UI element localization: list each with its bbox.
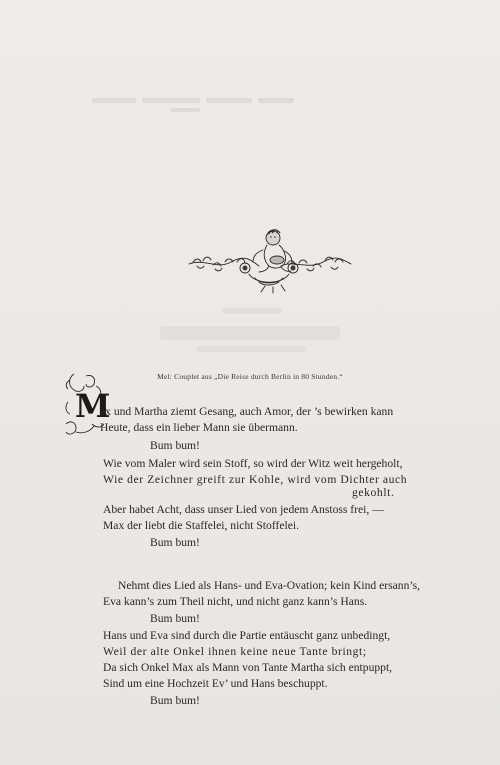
stanza2-line2: Eva kann’s zum Theil nicht, und nicht ganz kann’s Hans. <box>103 595 368 608</box>
initial-letter: M <box>75 387 111 425</box>
stanza1-line1: ax und Martha ziemt Gesang, auch Amor, der ’s bewirken kann <box>100 405 394 418</box>
stanza1-refrain2: Bum bum! <box>150 536 200 549</box>
melody-note: Mel: Couplet aus „Die Reise durch Berlin in 80 Stunden.“ <box>157 372 343 381</box>
show-through-marks-lower <box>0 300 500 360</box>
show-through-marks <box>0 92 500 116</box>
stanza1-line2: Heute, dass ein lieber Mann sie übermann. <box>100 421 298 434</box>
stanza2-refrain2: Bum bum! <box>150 694 200 707</box>
stanza2-line3: Hans und Eva sind durch die Partie entäuscht ganz unbedingt, <box>103 629 391 642</box>
stanza1-line3: Wie vom Maler wird sein Stoff, so wird der Witz weit hergeholt, <box>103 457 403 470</box>
ornamental-initial <box>64 372 111 440</box>
stanza2-line6: Sind um eine Hochzeit Ev’ und Hans beschuppt. <box>103 677 328 690</box>
stanza2-line5: Da sich Onkel Max als Mann von Tante Martha sich entpuppt, <box>103 661 393 674</box>
show-through-texture-lower <box>0 300 500 360</box>
stanza1-line6: Max der liebt die Staffelei, nicht Stoffelei. <box>103 519 299 532</box>
stanza2-line1: Nehmt dies Lied als Hans- und Eva-Ovation; kein Kind ersann’s, <box>118 579 421 592</box>
stanza1-line4: Wie der Zeichner greift zur Kohle, wird vom Dichter auch <box>103 473 408 486</box>
show-through-texture <box>0 92 500 116</box>
stanza1-line4-cont: gekohlt. <box>352 486 395 499</box>
stanza2-refrain1: Bum bum! <box>150 612 200 625</box>
stanza1-refrain1: Bum bum! <box>150 439 200 452</box>
cherub-with-garland-vignette-icon <box>185 226 355 294</box>
stanza2-line4: Weil der alte Onkel ihnen keine neue Tante bringt; <box>103 645 367 658</box>
stanza1-line5: Aber habet Acht, dass unser Lied von jedem Anstoss frei, — <box>103 503 384 516</box>
